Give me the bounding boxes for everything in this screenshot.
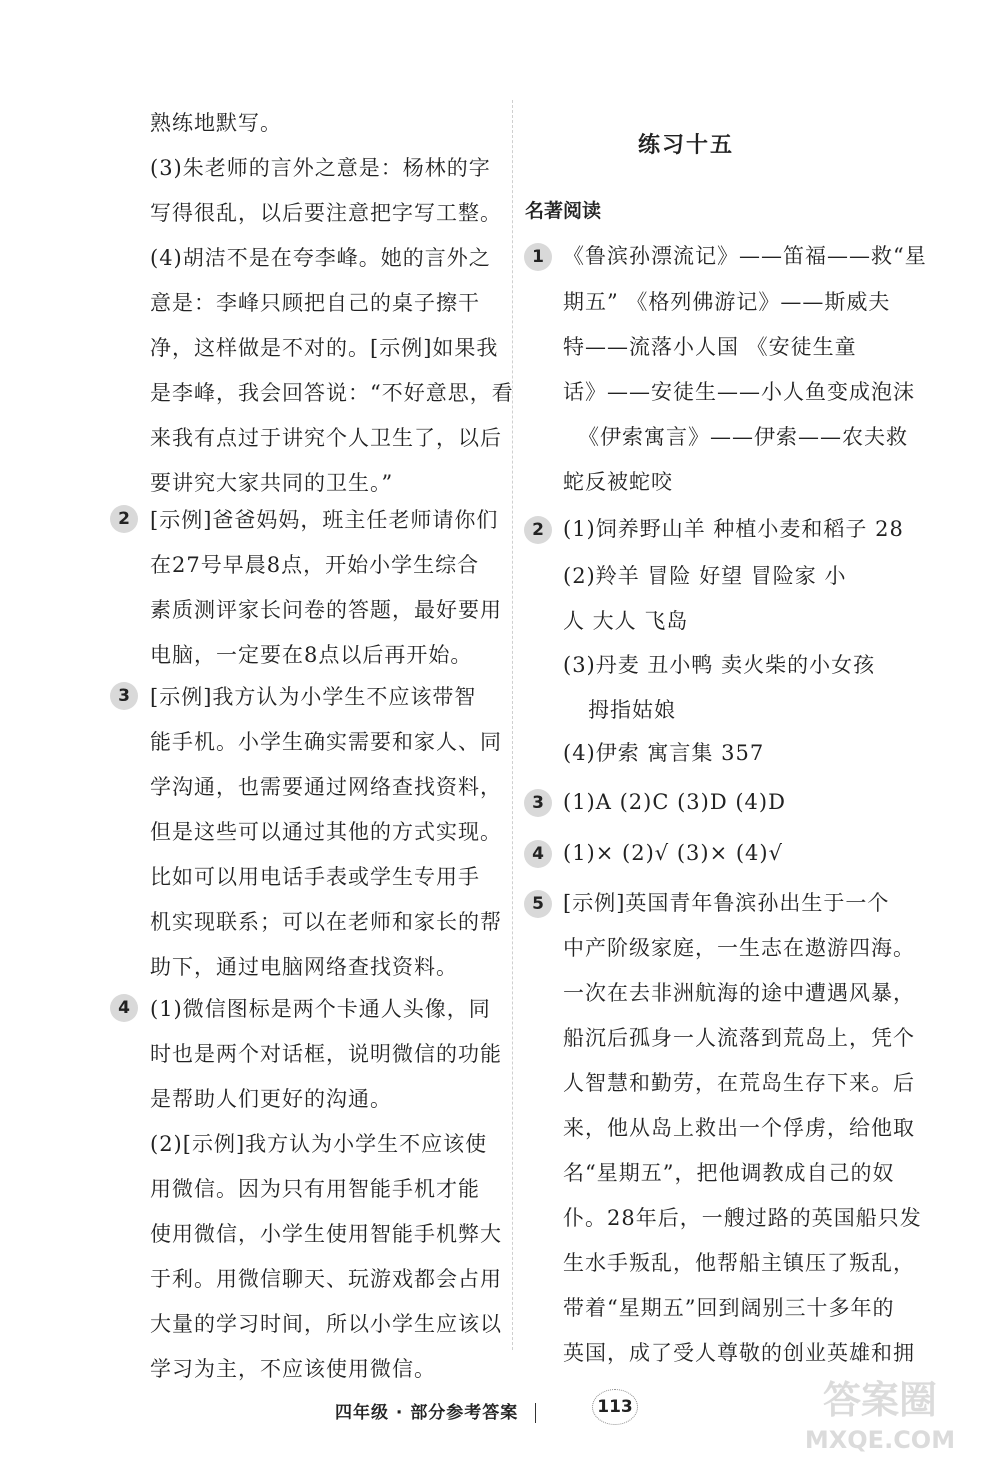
- text-line: 时也是两个对话框，说明微信的功能: [150, 1042, 502, 1066]
- text-line: 人 大人 飞岛: [563, 609, 689, 633]
- text-line: 能手机。小学生确实需要和家人、同: [150, 730, 502, 754]
- text-line: (1)× (2)√ (3)× (4)√: [563, 841, 783, 865]
- page-footer: [335, 1398, 546, 1423]
- text-line: 一次在去非洲航海的途中遭遇风暴，: [563, 981, 915, 1005]
- footer-grade: 四年级: [335, 1403, 389, 1423]
- text-line: (4)伊索 寓言集 357: [563, 741, 765, 765]
- text-line: 仆。28年后，一艘过路的英国船只发: [563, 1206, 922, 1230]
- text-line: 在27号早晨8点，开始小学生综合: [150, 553, 480, 577]
- text-line: 船沉后孤身一人流落到荒岛上，凭个: [563, 1026, 915, 1050]
- question-badge: 5: [524, 890, 552, 918]
- text-line: 来我有点过于讲究个人卫生了，以后: [150, 426, 502, 450]
- page-number: 113: [592, 1389, 638, 1425]
- text-line: 生水手叛乱，他帮船主镇压了叛乱，: [563, 1251, 915, 1275]
- question-badge: 3: [110, 682, 138, 710]
- question-badge: 1: [524, 243, 552, 271]
- text-line: 意是：李峰只顾把自己的桌子擦干: [150, 291, 480, 315]
- text-line: [示例]爸爸妈妈，班主任老师请你们: [150, 508, 499, 532]
- text-line: 是帮助人们更好的沟通。: [150, 1087, 392, 1111]
- text-line: (2)羚羊 冒险 好望 冒险家 小: [563, 564, 847, 588]
- text-line: 比如可以用电话手表或学生专用手: [150, 865, 480, 889]
- text-line: (4)胡洁不是在夸李峰。她的言外之: [150, 246, 491, 270]
- text-line: (3)朱老师的言外之意是：杨林的字: [150, 156, 491, 180]
- question-badge: 2: [524, 516, 552, 544]
- footer-separator: [535, 1403, 536, 1423]
- watermark-url: MXQE.COM: [804, 1426, 956, 1454]
- footer-dot: ·: [395, 1403, 404, 1423]
- text-line: 来，他从岛上救出一个俘虏，给他取: [563, 1116, 915, 1140]
- text-line: 中产阶级家庭，一生志在遨游四海。: [563, 936, 915, 960]
- text-line: 用微信。因为只有用智能手机才能: [150, 1177, 480, 1201]
- text-line: 大量的学习时间，所以小学生应该以: [150, 1312, 502, 1336]
- text-line: 电脑，一定要在8点以后再开始。: [150, 643, 473, 667]
- text-line: [示例]我方认为小学生不应该带智: [150, 685, 477, 709]
- text-line: 使用微信，小学生使用智能手机弊大: [150, 1222, 502, 1246]
- question-badge: 4: [110, 994, 138, 1022]
- watermark-logo: [780, 1368, 980, 1458]
- text-line: 素质测评家长问卷的答题，最好要用: [150, 598, 502, 622]
- text-line: 于利。用微信聊天、玩游戏都会占用: [150, 1267, 502, 1291]
- text-line: 特——流落小人国 《安徒生童: [563, 335, 857, 359]
- text-line: (1)饲养野山羊 种植小麦和稻子 28: [563, 517, 904, 541]
- question-badge: 3: [524, 789, 552, 817]
- text-line: 学习为主，不应该使用微信。: [150, 1357, 436, 1381]
- text-line: (1)A (2)C (3)D (4)D: [563, 790, 786, 814]
- text-line: (2)[示例]我方认为小学生不应该使: [150, 1132, 488, 1156]
- text-line: 是李峰，我会回答说：“不好意思，看: [150, 381, 514, 405]
- text-line: (3)丹麦 丑小鸭 卖火柴的小女孩: [563, 653, 876, 677]
- question-badge: 2: [110, 505, 138, 533]
- text-line: 英国，成了受人尊敬的创业英雄和拥: [563, 1341, 915, 1365]
- text-line: 要讲究大家共同的卫生。”: [150, 471, 394, 495]
- question-badge: 4: [524, 840, 552, 868]
- text-line: 学沟通，也需要通过网络查找资料，: [150, 775, 502, 799]
- text-line: 人智慧和勤劳，在荒岛生存下来。后: [563, 1071, 915, 1095]
- text-line: 《鲁滨孙漂流记》——笛福——救“星: [563, 244, 927, 268]
- text-line: 但是这些可以通过其他的方式实现。: [150, 820, 502, 844]
- text-line: 熟练地默写。: [150, 111, 282, 135]
- text-line: (1)微信图标是两个卡通人头像，同: [150, 997, 491, 1021]
- section-title: 练习十五: [638, 132, 735, 158]
- text-line: 名“星期五”，把他调教成自己的奴: [563, 1161, 895, 1185]
- text-line: 机实现联系；可以在老师和家长的帮: [150, 910, 502, 934]
- text-line: 助下，通过电脑网络查找资料。: [150, 955, 458, 979]
- text-line: 期五” 《格列佛游记》——斯威夫: [563, 290, 891, 314]
- text-line: 带着“星期五”回到阔别三十多年的: [563, 1296, 895, 1320]
- text-line: 拇指姑娘: [588, 698, 676, 722]
- text-line: 话》——安徒生——小人鱼变成泡沫: [563, 380, 915, 404]
- text-line: 净，这样做是不对的。[示例]如果我: [150, 336, 499, 360]
- text-line: 《伊索寓言》——伊索——农夫救: [578, 425, 908, 449]
- watermark-text: 答案圈: [822, 1378, 938, 1422]
- section-subtitle: 名著阅读: [525, 200, 602, 222]
- text-line: 写得很乱，以后要注意把字写工整。: [150, 201, 502, 225]
- column-divider: [512, 100, 513, 1350]
- footer-section: 部分参考答案: [410, 1403, 519, 1423]
- text-line: 蛇反被蛇咬: [563, 470, 673, 494]
- text-line: [示例]英国青年鲁滨孙出生于一个: [563, 891, 890, 915]
